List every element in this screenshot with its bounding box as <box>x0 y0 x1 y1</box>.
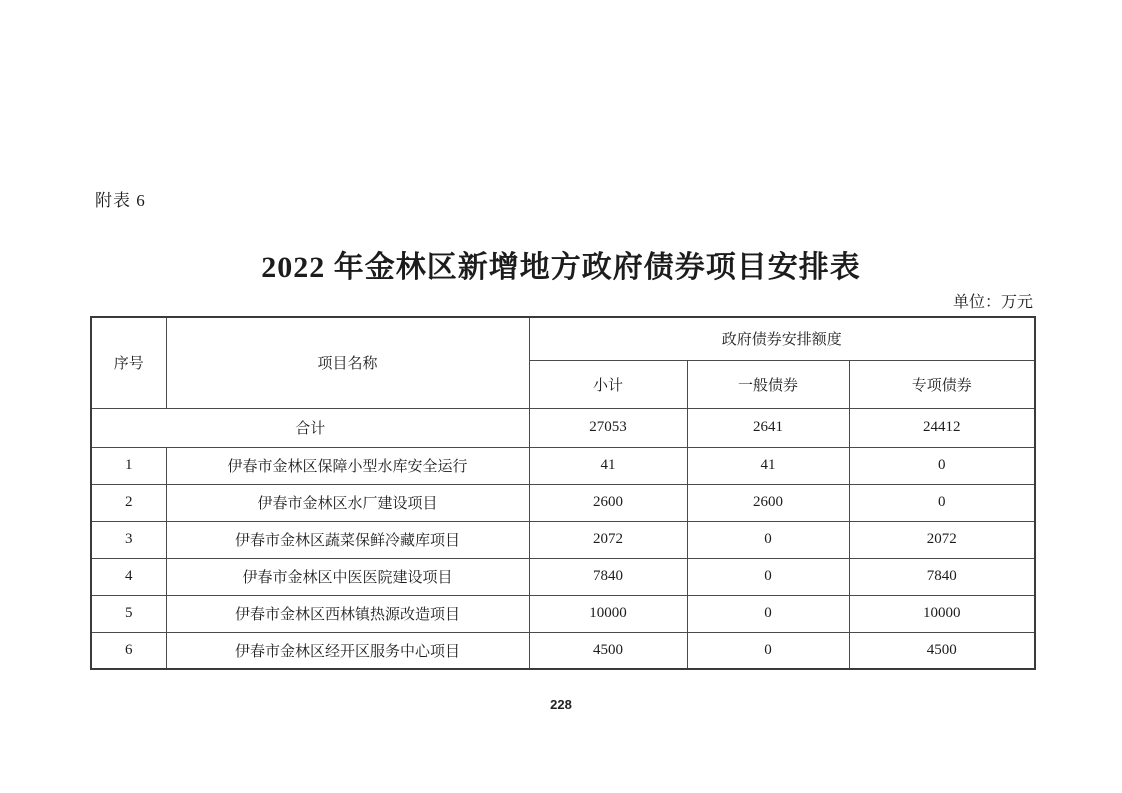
general-bond-cell: 2600 <box>687 484 849 521</box>
subtotal-cell: 41 <box>529 447 687 484</box>
table-row <box>91 521 1035 558</box>
total-subtotal-cell: 27053 <box>529 408 687 447</box>
header-project-name: 项目名称 <box>166 317 529 408</box>
total-special-cell: 24412 <box>849 408 1035 447</box>
seq-cell: 2 <box>91 484 166 521</box>
table-row <box>91 484 1035 521</box>
bonds-table <box>90 316 1036 670</box>
project-name-cell: 伊春市金林区水厂建设项目 <box>166 484 529 521</box>
special-bond-cell: 0 <box>849 484 1035 521</box>
project-name-cell: 伊春市金林区中医医院建设项目 <box>166 558 529 595</box>
project-name-cell: 伊春市金林区蔬菜保鲜冷藏库项目 <box>166 521 529 558</box>
header-general-bond: 一般债券 <box>687 360 849 408</box>
general-bond-cell: 0 <box>687 558 849 595</box>
special-bond-cell: 0 <box>849 447 1035 484</box>
table-row <box>91 595 1035 632</box>
table-row <box>91 447 1035 484</box>
total-row <box>91 408 1035 447</box>
subtotal-cell: 7840 <box>529 558 687 595</box>
special-bond-cell: 7840 <box>849 558 1035 595</box>
general-bond-cell: 41 <box>687 447 849 484</box>
special-bond-cell: 10000 <box>849 595 1035 632</box>
special-bond-cell: 4500 <box>849 632 1035 669</box>
special-bond-cell: 2072 <box>849 521 1035 558</box>
general-bond-cell: 0 <box>687 632 849 669</box>
total-general-cell: 2641 <box>687 408 849 447</box>
general-bond-cell: 0 <box>687 521 849 558</box>
table-row <box>91 558 1035 595</box>
general-bond-cell: 0 <box>687 595 849 632</box>
project-name-cell: 伊春市金林区西林镇热源改造项目 <box>166 595 529 632</box>
bonds-table-container <box>90 316 1034 670</box>
total-label-cell: 合计 <box>91 408 529 447</box>
project-name-cell: 伊春市金林区经开区服务中心项目 <box>166 632 529 669</box>
page-number: 228 <box>550 697 572 712</box>
seq-cell: 1 <box>91 447 166 484</box>
attachment-label: 附表 6 <box>95 191 146 210</box>
subtotal-cell: 2600 <box>529 484 687 521</box>
header-subtotal: 小计 <box>529 360 687 408</box>
page-title: 2022 年金林区新增地方政府债券项目安排表 <box>261 251 861 284</box>
header-special-bond: 专项债券 <box>849 360 1035 408</box>
subtotal-cell: 4500 <box>529 632 687 669</box>
seq-cell: 3 <box>91 521 166 558</box>
table-row <box>91 632 1035 669</box>
subtotal-cell: 2072 <box>529 521 687 558</box>
unit-note: 单位：万元 <box>952 294 1033 311</box>
seq-cell: 5 <box>91 595 166 632</box>
header-bond-group: 政府债券安排额度 <box>529 317 1035 360</box>
seq-cell: 4 <box>91 558 166 595</box>
subtotal-cell: 10000 <box>529 595 687 632</box>
header-seq: 序号 <box>91 317 166 408</box>
project-name-cell: 伊春市金林区保障小型水库安全运行 <box>166 447 529 484</box>
header-row-top <box>91 317 1035 360</box>
seq-cell: 6 <box>91 632 166 669</box>
